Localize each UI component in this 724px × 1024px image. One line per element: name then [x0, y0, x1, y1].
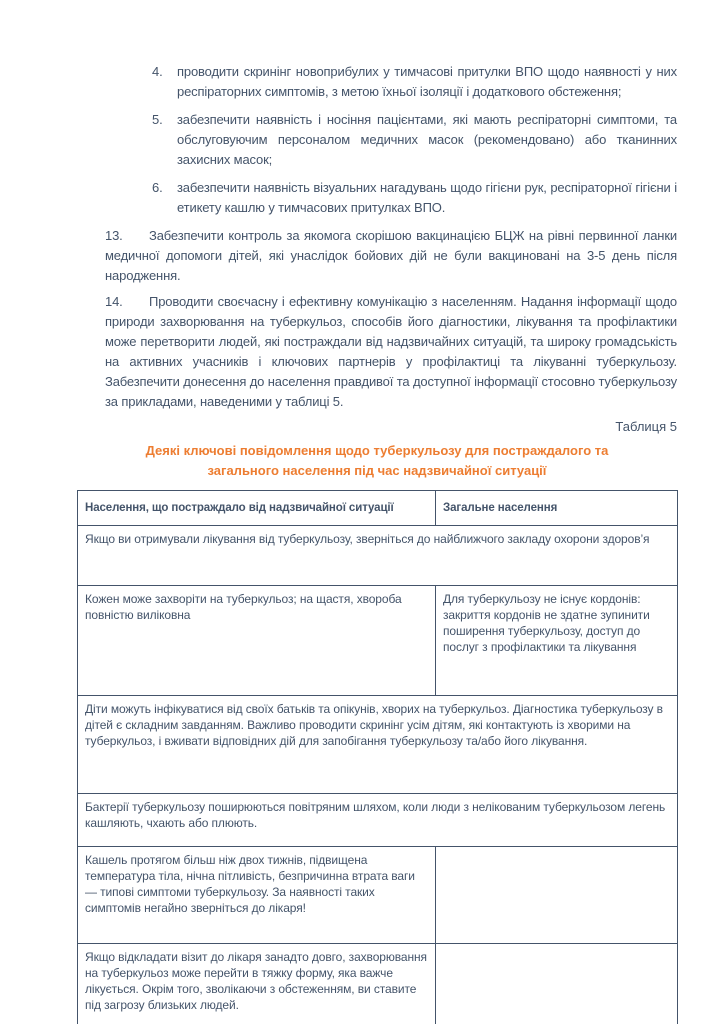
list-item-text: забезпечити наявність візуальних нагадувань щодо гігієни рук, респіраторної гігієни і етикету кашлю у тимчасових притулках ВПО.	[177, 180, 677, 215]
paragraph-text: Забезпечити контроль за якомога скорішою вакцинацією БЦЖ на рівні первинної ланки медичної допомоги дітей, які унаслідок бойових дій не були вакциновані на 3-5 день після народження.	[105, 228, 677, 283]
table-cell: Діти можуть інфікуватися від своїх батьків та опікунів, хворих на туберкульоз. Діагностика туберкульозу в дітей є складним завданням. Важливо проводити скринінг усім дітям, які контактують із хворими на туберкульоз, і вживати відповідних дій для запобігання туберкульозу та/або його лікування.	[78, 696, 678, 794]
document-content	[77, 62, 677, 1024]
list-item-number: 4.	[152, 64, 163, 79]
table-row	[78, 586, 678, 696]
table-cell: Для туберкульозу не існує кордонів: закриття кордонів не здатне зупинити поширення туберкульозу, доступ до послуг з профілактики та лікування	[436, 586, 678, 696]
table-row	[78, 794, 678, 847]
table-cell: Бактерії туберкульозу поширюються повітряним шляхом, коли люди з нелікованим туберкульозом легень кашляють, чхають або плюють.	[78, 794, 678, 847]
list-item-number: 5.	[152, 112, 163, 127]
paragraph-number: 14.	[105, 294, 123, 309]
table-cell: Кожен може захворіти на туберкульоз; на щастя, хвороба повністю виліковна	[78, 586, 436, 696]
list-item-number: 6.	[152, 180, 163, 195]
header-cell-general-population: Загальне населення	[436, 491, 678, 526]
table-cell-empty	[436, 847, 678, 944]
header-cell-affected-population: Населення, що постраждало від надзвичайної ситуації	[78, 491, 436, 526]
list-item	[77, 62, 677, 102]
numbered-paragraph	[105, 226, 677, 286]
table-row	[78, 944, 678, 1024]
list-item-text: проводити скринінг новоприбулих у тимчасові притулки ВПО щодо наявності у них респіраторних симптомів, з метою їхньої ізоляції і додаткового обстеження;	[177, 64, 677, 99]
table-cell: Якщо ви отримували лікування від туберкульозу, зверніться до найближчого закладу охорони здоров’я	[78, 526, 678, 586]
table-header-row	[78, 491, 678, 526]
paragraph-text: Проводити своєчасну і ефективну комунікацію з населенням. Надання інформації щодо природи захворювання на туберкульоз, способів його діагностики, лікування та профілактики може перетворити людей, які постраждали від надзвичайних ситуацій, та широку громадськість на активних учасників і ключових партнерів у профілактиці та лікуванні туберкульозу. Забезпечити донесення до населення правдивої та доступної інформації стосовно туберкульозу за прикладами, наведеними у таблиці 5.	[105, 294, 677, 409]
table-cell-empty	[436, 944, 678, 1024]
table-label: Таблиця 5	[615, 419, 677, 434]
list-item-text: забезпечити наявність і носіння пацієнтами, які мають респіраторні симптоми, та обслуговуючим персоналом медичних масок (рекомендовано) або тканинних захисних масок;	[177, 112, 677, 167]
table-row	[78, 847, 678, 944]
table-cell: Якщо відкладати візит до лікаря занадто довго, захворювання на туберкульоз може перейти в тяжку форму, яка важче лікується. Окрім того, зволікаючи з обстеженням, ви ставите під загрозу близьких людей.	[78, 944, 436, 1024]
list-item	[77, 110, 677, 170]
table-row	[78, 696, 678, 794]
key-messages-table	[77, 490, 678, 1024]
paragraph-number: 13.	[105, 228, 123, 243]
table-cell: Кашель протягом більш ніж двох тижнів, підвищена температура тіла, нічна пітливість, безпричинна втрата ваги — типові симптоми туберкульозу. За наявності таких симптомів негайно зверніться до лікаря!	[78, 847, 436, 944]
numbered-paragraph	[105, 292, 677, 412]
table-title: Деякі ключові повідомлення щодо туберкульозу для постраждалого та загального населення під час надзвичайної ситуації	[145, 443, 609, 478]
list-item	[77, 178, 677, 218]
table-row	[78, 526, 678, 586]
